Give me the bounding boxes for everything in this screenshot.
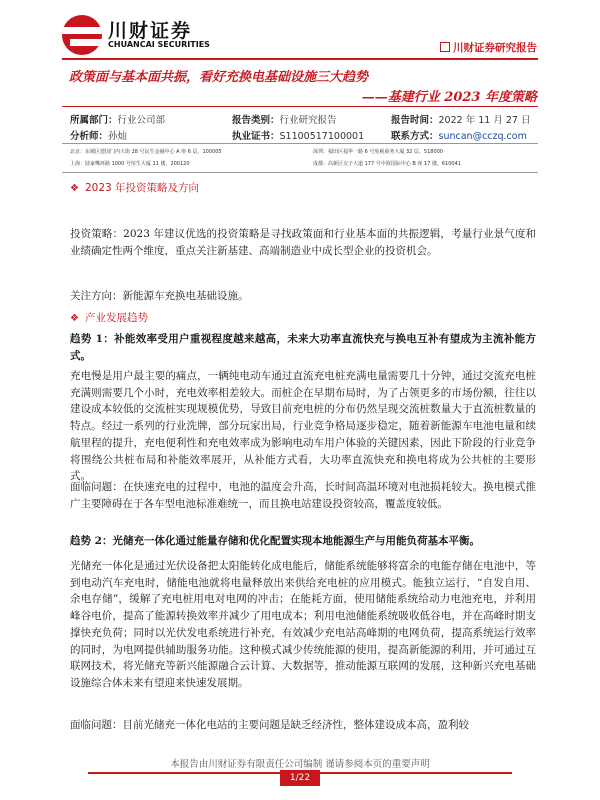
meta-type (232, 112, 337, 126)
meta-contact (391, 128, 527, 142)
trend2-issue: 面临问题：目前光储充一体化电站的主要问题是缺乏经济性，整体建设成本高，盈利较 (70, 719, 469, 731)
address-shanghai: 上海：陆家嘴环路 1000 号恒生大厦 11 楼，200120 (70, 161, 190, 167)
brand-name-en: CHUANCAI SECURITIES (108, 40, 210, 49)
meta-dept-label: 所属部门： (70, 115, 118, 126)
footer-disclaimer: 本报告由川财证券有限责任公司编制 谨请参阅本页的重要声明 (170, 759, 430, 770)
diamond-icon: ❖ (70, 183, 79, 194)
trend1-title: 趋势 1：补能效率受用户重视程度越来越高，未来大功率直流快充与换电互补有望成为主流补能方式。 (70, 333, 536, 362)
focus-paragraph: 关注方向：新能源车充换电基础设施。 (70, 290, 249, 302)
meta-contact-value: suncan@cczq.com (438, 131, 527, 142)
address-divider (62, 172, 538, 173)
meta-dept-value: 行业公司部 (117, 115, 166, 126)
meta-date-value: 2022 年 11 月 27 日 (438, 115, 531, 126)
report-title: 政策面与基本面共振，看好充换电基础设施三大趋势 (69, 70, 369, 85)
section-heading-trends (70, 310, 148, 325)
trend2-body: 光储充一体化是通过光伏设备把太阳能转化成电能后，储能系统能够将富余的电能存储在电池中，等到电动汽车充电时，储能电池就将电量释放出来供给充电桩的应用模式。能独立运行，“自发自用、余电存储”，缓解了充电桩用电对电网的冲击；在能耗方面，使用储能系统给动力电池充电，并利用峰谷电价，提高了能源转换效率并减少了用电成本；利用电池储能系统吸收低谷电，并在高峰时期支撑快充负荷；同时以光伏发电系统进行补充，有效减少充电站高峰期的电网负荷，提高系统运行效率的同时，为电网提供辅助服务功能。这种模式减少传统能源的使用，提高新能源的利用，并可通过互联网技术，将光储充等新兴能源融合云计算、大数据等，推动能源互联网的发展，这种新兴充电基础设施综合体未来有望迎来快速发展期。 (70, 560, 536, 689)
address-beijing: 北京：东城区建国门内大街 28 号民生金融中心 A 座 6 层，100005 (70, 149, 222, 155)
report-tag-icon (440, 42, 450, 52)
meta-date-label: 报告时间： (391, 115, 439, 126)
section-heading-strategy-text: 2023 年投资策略及方向 (84, 182, 200, 194)
address-chengdu: 成都：高新区交子大道 177 号中海国际中心 B 座 17 楼，610041 (313, 161, 461, 167)
trend1-body: 充电慢是用户最主要的痛点，一辆纯电动车通过直流充电桩充满电量需要几十分钟，通过交流充电桩充满则需要几个小时，充电效率相差较大。而桩企在早期布局时，为了占领更多的市场份额，往往以建设成本较低的交流桩实现规模优势，导致目前充电桩的分布仍然呈现交流桩数量大于直流桩数量的特点。经过一系列的行业洗牌，部分玩家出局，行业竞争格局逐步稳定，随着新能源车电池电量和续航里程的提升，充电便利性和充电效率成为影响电动车用户体验的关键因素，因此下阶段的行业竞争将围绕公共桩布局和补能效率展开，从补能方式看，大功率直流快充和换电将成为公共桩的主要形式。 (70, 370, 536, 483)
meta-analyst (70, 128, 127, 142)
diamond-icon: ❖ (70, 313, 79, 324)
section-heading-strategy (70, 180, 199, 195)
meta-date (391, 112, 530, 126)
meta-cert-label: 执业证书： (232, 131, 280, 142)
meta-cert (232, 128, 364, 142)
meta-analyst-label: 分析师： (70, 131, 109, 142)
report-tag-label: 川财证券研究报告 (453, 42, 537, 54)
header-divider (62, 58, 538, 60)
title-divider (62, 106, 538, 107)
meta-type-label: 报告类别： (232, 115, 280, 126)
meta-cert-value: S1100517100001 (279, 131, 365, 142)
meta-contact-label: 联系方式： (391, 131, 439, 142)
section-heading-trends-text: 产业发展趋势 (84, 312, 148, 324)
meta-analyst-value: 孙灿 (108, 131, 128, 142)
company-logo-icon (62, 15, 102, 55)
strategy-paragraph: 投资策略：2023 年建议优选的投资策略是寻找政策面和行业基本面的共振逻辑，考量行业景气度和业绩确定性两个维度，重点关注新基建、高端制造业中成长型企业的投资机会。 (70, 228, 536, 257)
trend2-title: 趋势 2：光储充一体化通过能量存储和优化配置实现本地能源生产与用能负荷基本平衡。 (70, 535, 480, 547)
meta-dept (70, 112, 165, 126)
meta-divider (62, 143, 538, 144)
address-shenzhen: 深圳：福田区福华一路 6 号免税商务大厦 32 层，518000 (313, 149, 443, 155)
trend1-issue: 面临问题：在快速充电的过程中，电池的温度会升高，长时间高温环境对电池损耗较大。换电模式推广主要障碍在于各车型电池标准难统一，而且换电站建设投资较高，覆盖度较低。 (70, 481, 536, 510)
meta-type-value: 行业研究报告 (279, 115, 337, 126)
report-tag (440, 40, 537, 55)
brand-name-cn: 川财证券 (108, 20, 193, 42)
report-subtitle: ——基建行业 2023 年度策略 (361, 90, 537, 105)
page-number: 1/22 (280, 770, 320, 786)
